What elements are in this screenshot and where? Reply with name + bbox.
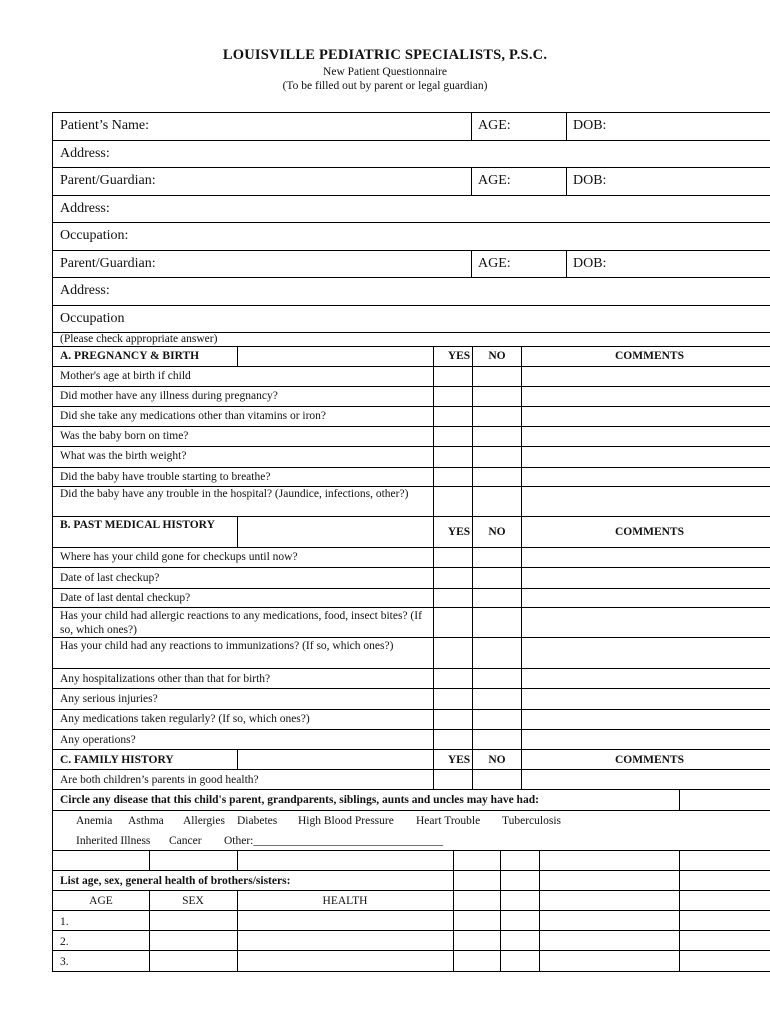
patient-address-label: Address: [60,145,110,161]
grid-line [53,709,770,710]
disease-heart-trouble[interactable]: Heart Trouble [416,815,481,827]
disease-asthma[interactable]: Asthma [128,815,164,827]
disease-anemia[interactable]: Anemia [76,815,113,827]
grid-line [237,749,238,769]
grid-line [237,516,238,547]
grid-line [53,547,770,548]
patient-name-row [53,113,770,141]
guardian2-dob-label: DOB: [573,255,607,271]
question-b6: Any hospitalizations other than that for birth? [60,673,271,685]
grid-line [53,486,770,487]
yes-header: YES [447,526,471,538]
sibling-row-3: 3. [60,956,69,968]
form-subtitle: New Patient Questionnaire [323,66,447,78]
yes-header: YES [447,754,471,766]
grid-line [53,668,770,669]
grid-line [53,637,770,638]
grid-line [149,890,150,971]
patient-name-label: Patient’s Name: [60,118,150,133]
grid-line [53,950,770,951]
divider [471,251,472,278]
no-header: NO [488,754,506,766]
grid-line [53,366,770,367]
guardian1-address-row [53,196,770,224]
grid-line [53,890,770,891]
grid-line [53,567,770,568]
questionnaire-table [52,330,770,972]
question-b1: Where has your child gone for checkups until now? [60,551,298,563]
grid-line [53,769,770,770]
siblings-health-header: HEALTH [322,895,368,907]
question-a7: Did the baby have any trouble in the hospital? (Jaundice, infections, other?) [60,488,409,500]
grid-line [500,850,501,971]
grid-line [53,850,770,851]
comments-header: COMMENTS [615,526,684,538]
divider [566,168,567,195]
disease-high-blood-pressure[interactable]: High Blood Pressure [298,815,394,827]
disease-other[interactable]: Other:_________________________________ [224,835,444,847]
guardian2-occupation-label: Occupation [60,310,125,326]
section-b-title: B. PAST MEDICAL HISTORY [60,519,215,531]
grid-line [53,467,770,468]
guardian1-row [53,168,770,196]
grid-line [53,426,770,427]
question-b3: Date of last dental checkup? [60,592,191,604]
question-b7: Any serious injuries? [60,693,158,705]
guardian2-label: Parent/Guardian: [60,255,156,271]
guardian1-occupation-row [53,223,770,251]
question-b9: Any operations? [60,734,136,746]
grid-line [53,446,770,447]
guardian2-row [53,251,770,279]
divider [566,251,567,278]
question-c1: Are both children’s parents in good health? [60,774,259,786]
comments-header: COMMENTS [615,350,684,362]
question-a4: Was the baby born on time? [60,430,189,442]
grid-line [53,346,770,347]
section-a-title: A. PREGNANCY & BIRTH [60,350,200,362]
grid-line [53,607,770,608]
grid-line [53,910,770,911]
disease-cancer[interactable]: Cancer [169,835,202,847]
guardian2-address-label: Address: [60,283,110,298]
guardian2-address-row [53,278,770,306]
grid-line [237,850,238,870]
siblings-title: List age, sex, general health of brothers/sisters: [60,875,291,887]
patient-age-label: AGE: [478,118,511,133]
patient-dob-label: DOB: [573,118,607,133]
grid-line [53,729,770,730]
grid-line [149,850,150,870]
divider [471,113,472,140]
question-a5: What was the birth weight? [60,450,187,462]
guardian1-age-label: AGE: [478,173,511,188]
grid-line [53,406,770,407]
question-a1: Mother's age at birth if child [60,370,191,382]
patient-address-row [53,141,770,169]
yes-header: YES [447,350,471,362]
grid-line [433,346,434,789]
circle-instruction: Circle any disease that this child's parent, grandparents, siblings, aunts and uncles may have had: [60,794,539,806]
guardian2-occupation-row [53,306,770,333]
form-instructions: (To be filled out by parent or legal guardian) [282,80,488,92]
check-note: (Please check appropriate answer) [60,333,218,345]
grid-line [53,588,770,589]
siblings-sex-header: SEX [182,895,204,907]
guardian1-address-label: Address: [60,200,110,216]
form-title: LOUISVILLE PEDIATRIC SPECIALISTS, P.S.C. [222,47,548,63]
question-b8: Any medications taken regularly? (If so, which ones?) [60,713,310,725]
grid-line [679,789,680,810]
disease-allergies[interactable]: Allergies [183,815,225,827]
grid-line [53,870,770,871]
grid-line [521,346,522,789]
no-header: NO [488,350,506,362]
grid-line [472,346,473,789]
grid-line [53,930,770,931]
sibling-row-1: 1. [60,916,69,928]
grid-line [453,850,454,971]
disease-tuberculosis[interactable]: Tuberculosis [502,815,561,827]
grid-line [53,749,770,750]
grid-line [53,386,770,387]
question-b5: Has your child had any reactions to immunizations? (If so, which ones?) [60,640,394,652]
grid-line [53,789,770,790]
comments-header: COMMENTS [615,754,684,766]
grid-line [53,516,770,517]
section-c-title: C. FAMILY HISTORY [60,754,174,766]
disease-inherited-illness[interactable]: Inherited Illness [76,835,151,847]
guardian1-occupation-label: Occupation: [60,228,129,243]
question-a6: Did the baby have trouble starting to breathe? [60,471,271,483]
sibling-row-2: 2. [60,936,69,948]
grid-line [679,850,680,971]
guardian2-age-label: AGE: [478,255,511,271]
grid-line [237,346,238,366]
grid-line [237,890,238,971]
question-b2: Date of last checkup? [60,572,160,584]
disease-diabetes[interactable]: Diabetes [237,815,278,827]
siblings-age-header: AGE [89,895,113,907]
question-a2: Did mother have any illness during pregnancy? [60,390,278,402]
guardian1-dob-label: DOB: [573,173,607,188]
divider [566,113,567,140]
guardian1-label: Parent/Guardian: [60,173,156,188]
no-header: NO [488,526,506,538]
patient-info-block [52,112,770,333]
question-a3: Did she take any medications other than vitamins or iron? [60,410,327,422]
grid-line [539,850,540,971]
grid-line [53,810,770,811]
grid-line [53,688,770,689]
divider [471,168,472,195]
question-b4: Has your child had allergic reactions to any medications, food, insect bites? (If so, which ones?) [60,610,422,636]
